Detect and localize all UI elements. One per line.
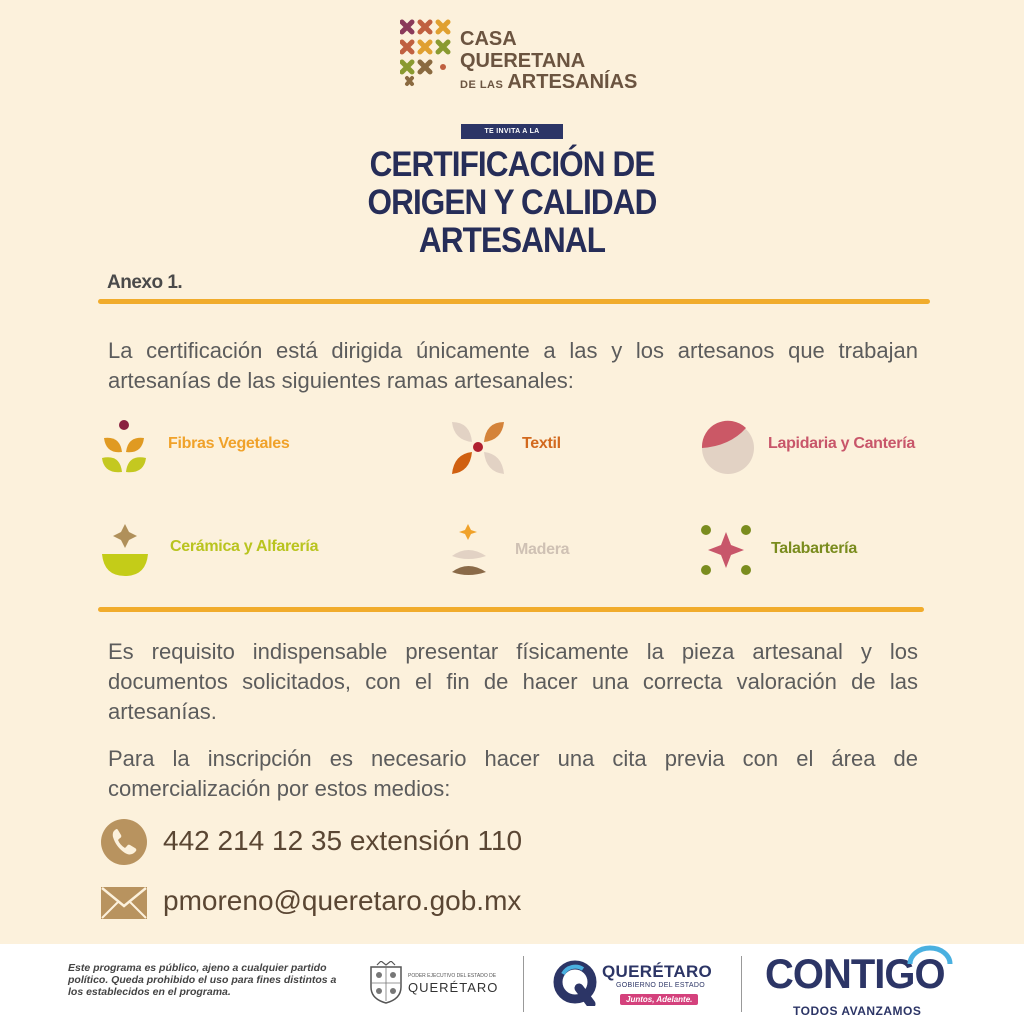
phone-icon <box>100 818 148 866</box>
stone-circle-icon <box>700 418 756 476</box>
contigo-slogan: TODOS AVANZAMOS <box>793 1004 922 1018</box>
branch-label: Talabartería <box>771 540 857 557</box>
invite-tag: TE INVITA A LA <box>461 124 563 139</box>
state-name: QUERÉTARO <box>408 980 499 995</box>
wood-stack-icon <box>448 522 492 578</box>
logo-line2: QUERETANA <box>460 50 586 72</box>
logo-wordmark <box>460 28 637 96</box>
branch-label: Lapidaria y Cantería <box>768 435 915 452</box>
state-shield-icon <box>367 961 405 1005</box>
casa-queretana-logo <box>400 18 640 98</box>
top-divider <box>98 299 930 304</box>
government-slogan-badge: Juntos, Adelante. <box>620 994 698 1005</box>
state-executive-label: PODER EJECUTIVO DEL ESTADO DE <box>408 973 497 979</box>
page-title <box>287 146 737 260</box>
logo-line3: ARTESANÍAS <box>507 71 638 93</box>
requirement-paragraph: Es requisito indispensable presentar físicamente la pieza artesanal y los documentos solicitados, con el fin de hacer una correcta valoración de las artesanías. <box>108 639 918 724</box>
branch-label: Cerámica y Alfarería <box>170 538 319 555</box>
intro-paragraph: La certificación está dirigida únicamente a las y los artesanos que trabajan artesanías de las siguientes ramas artesanales: <box>108 338 918 393</box>
branch-ceramica-alfareria <box>100 522 360 582</box>
branch-lapidaria-canteria <box>700 418 940 478</box>
branch-madera <box>448 522 648 582</box>
mail-icon <box>100 886 148 920</box>
textile-petals-icon <box>450 418 506 476</box>
email-address[interactable]: pmoreno@queretaro.gob.mx <box>163 885 522 916</box>
leaf-sprout-icon <box>100 418 152 476</box>
contigo-logo: CONTIGO <box>765 950 945 997</box>
logo-mark-icon <box>400 18 456 88</box>
branch-textil <box>450 418 650 478</box>
footer-disclaimer: Este programa es público, ajeno a cualquier partido político. Queda prohibido el uso para fines distintos a los establecidos en el programa. <box>68 962 337 998</box>
ceramic-bowl-icon <box>100 522 154 578</box>
title-line1: CERTIFICACIÓN DE <box>369 145 655 184</box>
leather-star-icon <box>698 522 756 580</box>
branch-label: Textil <box>522 435 561 452</box>
contigo-arc-icon <box>904 944 956 966</box>
government-subtitle: GOBIERNO DEL ESTADO <box>616 982 705 989</box>
title-line3: ARTESANAL <box>418 221 606 260</box>
annex-label: Anexo 1. <box>107 272 183 293</box>
logo-small: DE LAS <box>460 79 504 91</box>
footer-divider <box>523 956 524 1012</box>
footer-divider <box>741 956 742 1012</box>
branch-label: Fibras Vegetales <box>168 435 290 452</box>
bottom-divider <box>98 607 924 612</box>
branch-talabarteria <box>698 522 898 582</box>
title-line2: ORIGEN Y CALIDAD <box>367 183 657 222</box>
queretaro-q-logo-icon <box>553 960 597 1006</box>
phone-number[interactable]: 442 214 12 35 extensión 110 <box>163 825 523 856</box>
logo-line1: CASA <box>460 28 517 50</box>
branch-fibras-vegetales <box>100 418 360 478</box>
appointment-paragraph: Para la inscripción es necesario hacer una cita previa con el área de comercialización por estos medios: <box>108 746 918 801</box>
branch-label: Madera <box>515 541 570 558</box>
government-name: QUERÉTARO <box>602 962 713 981</box>
